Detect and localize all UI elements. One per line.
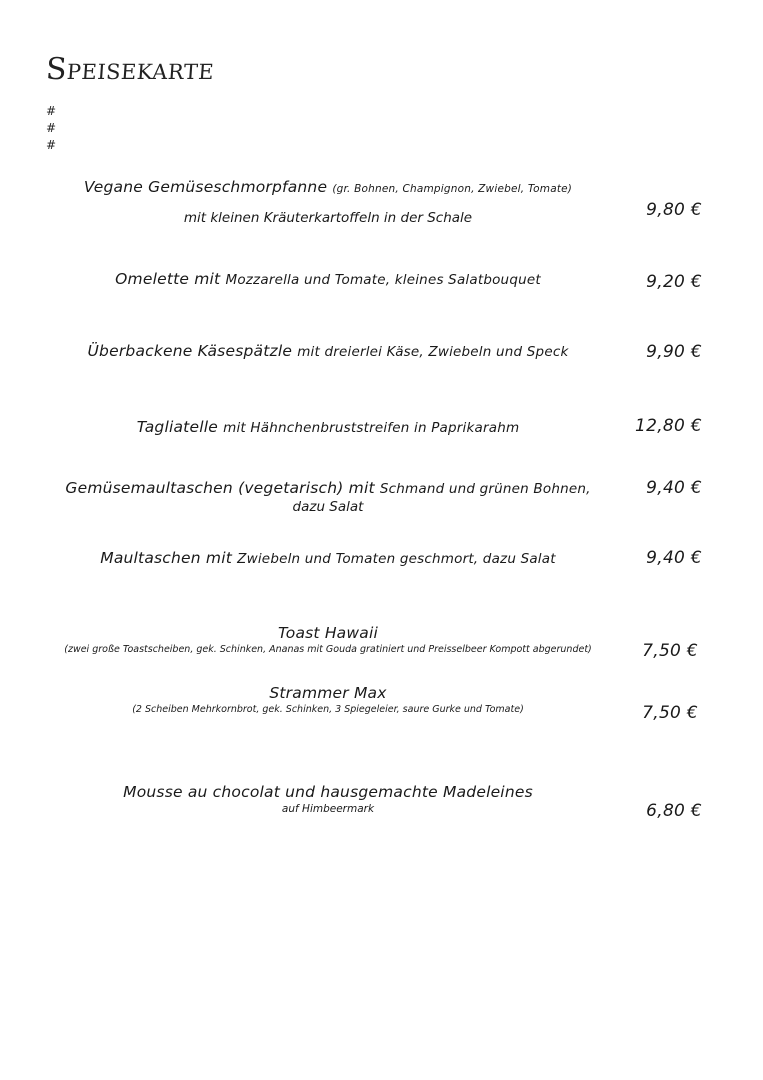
dish-detail: Schmand und grünen Bohnen, bbox=[379, 481, 591, 497]
dish-price: 7,50 € bbox=[642, 641, 698, 661]
dish-detail: Zwiebeln und Tomaten geschmort, dazu Salat bbox=[237, 551, 556, 567]
dish-detail: Mozzarella und Tomate, kleines Salatbouquet bbox=[225, 272, 541, 288]
dish-line bbox=[40, 178, 616, 196]
menu-item-toast-hawaii bbox=[48, 624, 608, 655]
dish-name: Gemüsemaultaschen (vegetarisch) mit bbox=[65, 479, 375, 497]
hash-line: # bbox=[46, 138, 57, 152]
menu-item-vegane-gemueseschmorpfanne bbox=[40, 178, 616, 226]
menu-item-mousse-au-chocolat bbox=[48, 783, 608, 815]
menu-item-strammer-max bbox=[48, 684, 608, 715]
dish-name: Tagliatelle bbox=[136, 418, 218, 436]
dish-price: 6,80 € bbox=[646, 801, 702, 821]
hash-line: # bbox=[46, 121, 57, 135]
menu-item-gemuesemaultaschen bbox=[40, 479, 616, 515]
dish-note: auf Himbeermark bbox=[281, 803, 375, 815]
dish-detail: (gr. Bohnen, Champignon, Zwiebel, Tomate) bbox=[332, 183, 573, 195]
dish-price: 9,40 € bbox=[646, 478, 702, 498]
dish-name: Vegane Gemüseschmorpfanne bbox=[83, 178, 328, 196]
dish-second-line: mit kleinen Kräuterkartoffeln in der Schale bbox=[183, 210, 473, 226]
menu-item-tagliatelle bbox=[40, 418, 616, 436]
dish-line bbox=[40, 418, 616, 436]
dish-detail: mit dreierlei Käse, Zwiebeln und Speck bbox=[297, 344, 569, 360]
dish-name: Strammer Max bbox=[269, 684, 387, 702]
dish-second-line: dazu Salat bbox=[292, 499, 364, 515]
dish-price: 9,40 € bbox=[646, 548, 702, 568]
dish-name: Maultaschen mit bbox=[100, 549, 233, 567]
dish-price: 9,90 € bbox=[646, 342, 702, 362]
page-title: Speisekarte bbox=[44, 52, 216, 87]
dish-price: 12,80 € bbox=[635, 416, 702, 436]
dish-name: Mousse au chocolat und hausgemachte Madeleines bbox=[123, 783, 533, 801]
dish-price: 7,50 € bbox=[642, 703, 698, 723]
menu-item-maultaschen bbox=[40, 549, 616, 567]
hash-markers bbox=[46, 103, 56, 154]
dish-line bbox=[40, 270, 616, 288]
dish-name: Überbackene Käsespätzle bbox=[87, 342, 293, 360]
menu-item-omelette bbox=[40, 270, 616, 288]
dish-name: Toast Hawaii bbox=[278, 624, 378, 642]
dish-note: (zwei große Toastscheiben, gek. Schinken, Ananas mit Gouda gratiniert und Preisselbeer Kompott abgerundet) bbox=[64, 644, 592, 655]
dish-line bbox=[40, 549, 616, 567]
dish-price: 9,80 € bbox=[646, 200, 702, 220]
dish-note: (2 Scheiben Mehrkornbrot, gek. Schinken, 3 Spiegeleier, saure Gurke und Tomate) bbox=[132, 704, 524, 715]
dish-line bbox=[40, 479, 616, 497]
dish-detail: mit Hähnchenbruststreifen in Paprikarahm bbox=[223, 420, 520, 436]
dish-price: 9,20 € bbox=[646, 272, 702, 292]
hash-line: # bbox=[46, 104, 57, 118]
dish-line bbox=[40, 342, 616, 360]
menu-item-kaesespaetzle bbox=[40, 342, 616, 360]
dish-name: Omelette mit bbox=[115, 270, 221, 288]
